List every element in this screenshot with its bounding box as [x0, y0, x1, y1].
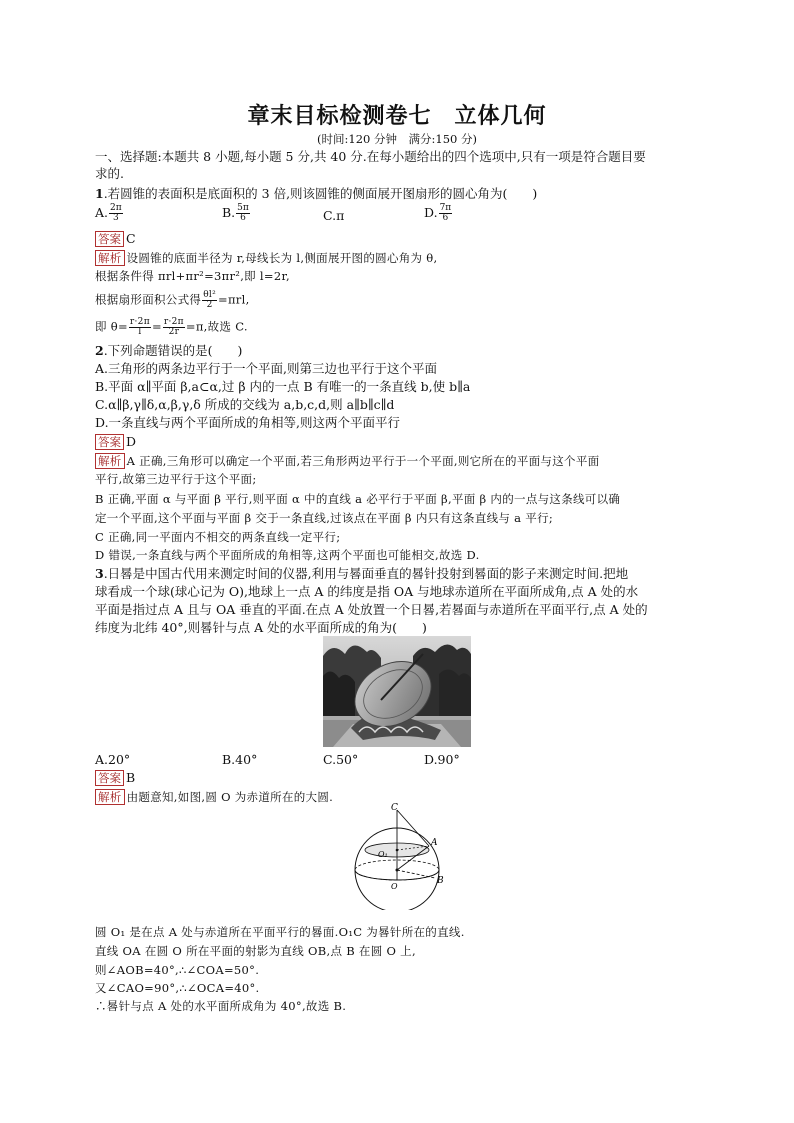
q1-analysis-line4: 即 θ= $\frac{r\cdot 2\pi}{l}$ = $\frac{r\cdot 2\pi}{2r}$ =π,故选 C.: [95, 317, 248, 337]
q2-option-a: A.三角形的两条边平行于一个平面,则第三边也平行于这个平面: [95, 361, 437, 376]
q3-stem-line4: 纬度为北纬 40°,则晷针与点 A 处的水平面所成的角为( ): [95, 620, 427, 635]
q2-number: 2: [95, 343, 104, 358]
q3-analysis-line2: 圆 O₁ 是在点 A 处与赤道所在平面平行的晷面.O₁C 为晷针所在的直线.: [95, 925, 465, 939]
label-c: C: [391, 803, 398, 813]
q1-area-fraction: $\frac{\text{θl²}}{2}$: [203, 290, 217, 310]
sphere-figure: [347, 800, 457, 910]
q3-analysis-line5: 又∠CAO=90°,∴∠OCA=40°.: [95, 981, 260, 995]
label-o1: O₁: [378, 850, 388, 859]
analysis-tag: 解析: [95, 789, 125, 805]
q2-answer-row: [95, 433, 705, 450]
q1-number: 1: [95, 186, 104, 201]
answer-tag: 答案: [95, 231, 124, 247]
q2-analysis-line6: D 错误,一条直线与两个平面所成的角相等,这两个平面也可能相交,故选 D.: [95, 548, 480, 562]
q2-answer: D: [126, 434, 137, 449]
q3-answer: B: [126, 770, 136, 785]
q1-option-a-fraction: $\frac{2\pi}{3}$: [110, 203, 122, 223]
q1-answer: C: [126, 231, 136, 246]
q1-theta-fraction-2: $\frac{r\cdot 2\pi}{2r}$: [163, 317, 184, 337]
q1-option-b: B. $\frac{5\pi}{6}$: [222, 203, 249, 223]
q1-stem-text: .若圆锥的表面积是底面积的 3 倍,则该圆锥的侧面展开图扇形的圆心角为( ): [103, 186, 538, 201]
q3-stem-line1: 3.日晷是中国古代用来测定时间的仪器,利用与晷面垂直的晷针投射到晷面的影子来测定时间.把地: [95, 566, 629, 581]
q1-option-b-fraction: $\frac{5\pi}{6}$: [237, 203, 249, 223]
sundial-photo: [323, 636, 471, 747]
exam-info: (时间:120 分钟 满分:150 分): [317, 132, 477, 146]
section-heading-line2: 求的.: [95, 166, 124, 181]
q1-answer-row: [95, 230, 705, 247]
q3-option-b: B.40°: [222, 752, 258, 767]
q2-option-c: C.α∥β,γ∥δ,α,β,γ,δ 所成的交线为 a,b,c,d,则 a∥b∥c∥d: [95, 397, 395, 412]
q2-analysis-line5: C 正确,同一平面内不相交的两条直线一定平行;: [95, 530, 341, 544]
q2-analysis-line3: B 正确,平面 α 与平面 β 平行,则平面 α 中的直线 a 必平行于平面 β,平面 β 内的一点与这条线可以确: [95, 492, 621, 506]
analysis-tag: 解析: [95, 250, 125, 266]
q3-stem-line2: 球看成一个球(球心记为 O),地球上一点 A 的纬度是指 OA 与地球赤道所在平面所成角,点 A 处的水: [95, 584, 639, 599]
q1-option-d-fraction: $\frac{7\pi}{6}$: [439, 203, 452, 223]
q2-analysis-line1: 解析 A 正确,三角形可以确定一个平面,若三角形两边平行于一个平面,则它所在的平面与这个平面: [95, 453, 705, 470]
q2-option-d: D.一条直线与两个平面所成的角相等,则这两个平面平行: [95, 415, 401, 430]
q1-analysis-line3: 根据扇形面积公式得 $\frac{\text{θl²}}{2}$ =πrl,: [95, 290, 250, 310]
q1-analysis-line2: 根据条件得 πrl+πr²=3πr²,即 l=2r,: [95, 269, 290, 283]
answer-tag: 答案: [95, 434, 124, 450]
q3-analysis-line3: 直线 OA 在圆 O 所在平面的射影为直线 OB,点 B 在圆 O 上,: [95, 944, 416, 958]
q3-analysis-line6: ∴晷针与点 A 处的水平面所成角为 40°,故选 B.: [95, 999, 347, 1013]
label-o: O: [391, 882, 398, 891]
section-heading-line1: 一、选择题:本题共 8 小题,每小题 5 分,共 40 分.在每小题给出的四个选项中,只有一项是符合题目要: [95, 149, 646, 164]
q2-analysis-line4: 定一个平面,这个平面与平面 β 交于一条直线,过该点在平面 β 内只有这条直线与 a 平行;: [95, 511, 554, 525]
label-a: A: [431, 838, 438, 848]
q1-option-c: C.π: [323, 208, 345, 223]
label-b: B: [437, 876, 444, 886]
analysis-tag: 解析: [95, 453, 125, 469]
q1-stem: [95, 185, 705, 202]
q1-option-a: A. $\frac{2\pi}{3}$: [95, 203, 122, 223]
q3-option-d: D.90°: [424, 752, 460, 767]
q1-theta-fraction-1: $\frac{r\cdot 2\pi}{l}$: [129, 317, 150, 337]
q2-option-b: B.平面 α∥平面 β,a⊂α,过 β 内的一点 B 有唯一的一条直线 b,使 b∥a: [95, 379, 471, 394]
q2-stem: 2.下列命题错误的是( ): [95, 343, 243, 358]
q3-number: 3: [95, 566, 104, 581]
page-title: 章末目标检测卷七 立体几何: [247, 104, 547, 129]
answer-tag: 答案: [95, 770, 124, 786]
q3-analysis-line4: 则∠AOB=40°,∴∠COA=50°.: [95, 963, 260, 977]
q3-stem-line3: 平面是指过点 A 且与 OA 垂直的平面.在点 A 处放置一个日晷,若晷面与赤道所在平面平行,点 A 处的: [95, 602, 648, 617]
q3-analysis-line1: 解析 由题意知,如图,圆 O 为赤道所在的大圆.: [95, 789, 705, 806]
q1-option-d: D. $\frac{7\pi}{6}$: [424, 203, 452, 223]
q2-analysis-line2: 平行,故第三边平行于这个平面;: [95, 472, 257, 486]
q3-option-c: C.50°: [323, 752, 359, 767]
q3-answer-row: [95, 769, 705, 786]
q3-option-a: A.20°: [95, 752, 131, 767]
q1-analysis-line1: 解析 设圆锥的底面半径为 r,母线长为 l,侧面展开图的圆心角为 θ,: [95, 250, 705, 267]
